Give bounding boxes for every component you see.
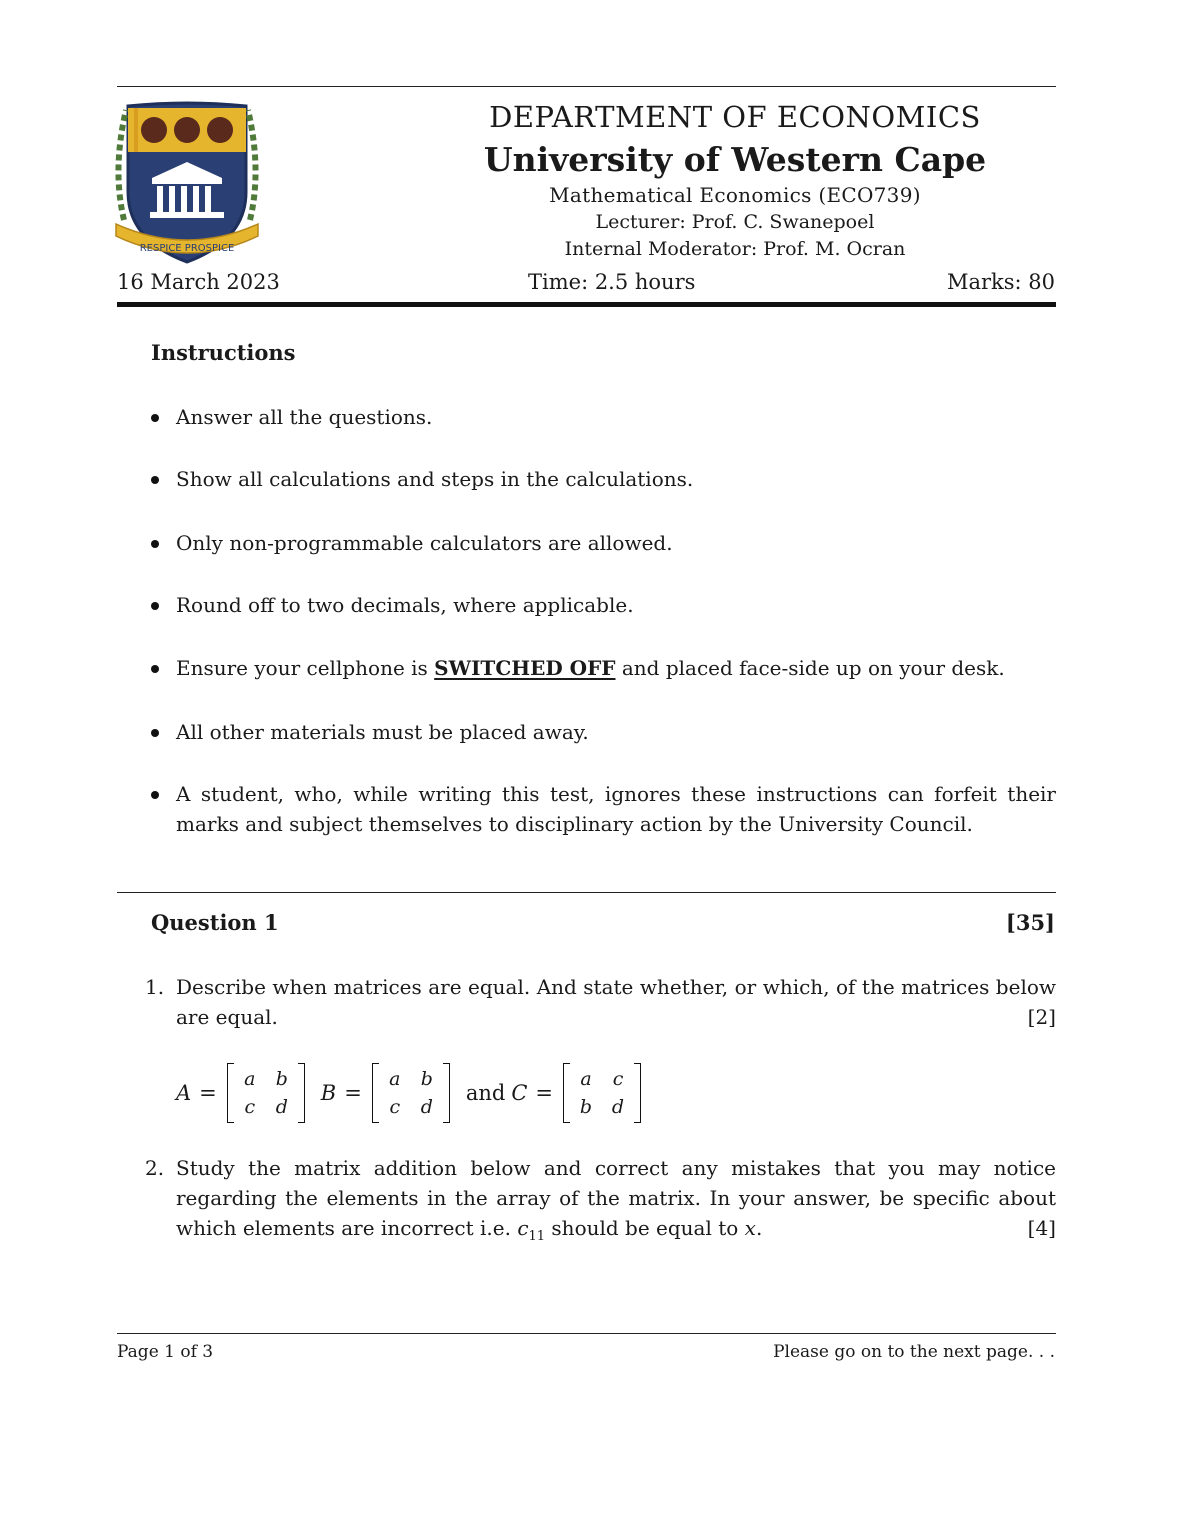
question-marks: [2] xyxy=(1027,1005,1056,1029)
matrix-cell: c xyxy=(389,1096,401,1118)
question-text: Study the matrix addition below and correct any mistakes that you may notice regarding the elements in the array of the matrix. In your answer, be specific about which elements are incorrect i.e. xyxy=(176,1156,1056,1240)
question-text: . xyxy=(755,1216,763,1240)
equals-sign: = xyxy=(199,1081,217,1105)
exam-time: Time: 2.5 hours xyxy=(528,270,696,294)
university-name: University of Western Cape xyxy=(483,140,987,179)
question-1-title: Question 1 xyxy=(151,910,279,935)
and-text: and xyxy=(465,1081,506,1105)
matrix-cell: b xyxy=(275,1068,288,1090)
instruction-text: Only non-programmable calculators are allowed. xyxy=(176,531,673,555)
question-marks: [4] xyxy=(1027,1216,1056,1240)
math-variable: c xyxy=(517,1216,529,1240)
lecturer-line: Lecturer: Prof. C. Swanepoel xyxy=(595,211,875,233)
matrix-cell: d xyxy=(275,1096,288,1118)
exam-date: 16 March 2023 xyxy=(117,270,280,294)
bullet-icon xyxy=(151,665,159,673)
bracket-right xyxy=(443,1063,450,1123)
instruction-text: Show all calculations and steps in the calculations. xyxy=(176,467,694,491)
matrix-cell: b xyxy=(579,1096,593,1118)
matrix-a xyxy=(227,1063,305,1123)
instruction-item xyxy=(151,653,1056,683)
top-rule xyxy=(117,86,1056,87)
course-name: Mathematical Economics (ECO739) xyxy=(549,183,921,207)
matrix-a-label: A xyxy=(176,1081,192,1105)
instruction-item xyxy=(151,402,1056,432)
matrix-equation xyxy=(176,1062,647,1124)
bracket-left xyxy=(372,1063,379,1123)
question-number: 2. xyxy=(145,1156,165,1180)
next-page-note: Please go on to the next page. . . xyxy=(773,1342,1055,1362)
question-item xyxy=(145,1153,1056,1252)
section-rule xyxy=(117,892,1056,893)
bullet-icon xyxy=(151,414,159,422)
bracket-left xyxy=(227,1063,234,1123)
university-crest xyxy=(112,100,262,270)
matrix-c-label: C xyxy=(511,1081,528,1105)
instructions-title: Instructions xyxy=(151,340,296,365)
matrix-cell: c xyxy=(244,1096,256,1118)
instruction-text: Round off to two decimals, where applicable. xyxy=(176,593,634,617)
instruction-text: Answer all the questions. xyxy=(176,405,433,429)
moderator-line: Internal Moderator: Prof. M. Ocran xyxy=(564,238,906,260)
department-name: DEPARTMENT OF ECONOMICS xyxy=(489,100,981,134)
instruction-item xyxy=(151,528,1056,558)
bracket-left xyxy=(563,1063,570,1123)
instruction-text: All other materials must be placed away. xyxy=(176,720,589,744)
question-number: 1. xyxy=(145,975,165,999)
matrix-cell: a xyxy=(389,1068,401,1090)
cellphone-text-before: Ensure your cellphone is xyxy=(176,656,435,680)
equals-sign: = xyxy=(344,1081,362,1105)
crest-motto: RESPICE PROSPICE xyxy=(139,243,235,254)
bullet-icon xyxy=(151,540,159,548)
instruction-text: A student, who, while writing this test, ignores these instructions can forfeit their marks and subject themselves to disciplinary action by the University Council. xyxy=(176,782,1056,836)
cellphone-text-after: and placed face-side up on your desk. xyxy=(615,656,1005,680)
bullet-icon xyxy=(151,729,159,737)
matrix-cell: d xyxy=(611,1096,625,1118)
question-1-total: [35] xyxy=(1005,910,1055,935)
matrix-c xyxy=(563,1063,641,1123)
bullet-icon xyxy=(151,791,159,799)
page-number: Page 1 of 3 xyxy=(117,1342,214,1362)
footer-rule xyxy=(117,1333,1056,1334)
switched-off-emphasis: SWITCHED OFF xyxy=(434,656,616,680)
math-subscript: 11 xyxy=(528,1229,546,1244)
instruction-text xyxy=(176,653,1056,683)
exam-marks: Marks: 80 xyxy=(946,270,1055,294)
bullet-icon xyxy=(151,602,159,610)
question-item xyxy=(145,972,1056,1032)
matrix-b xyxy=(372,1063,450,1123)
bullet-icon xyxy=(151,476,159,484)
matrix-b-label: B xyxy=(320,1081,337,1105)
matrix-cell: c xyxy=(612,1068,624,1090)
matrix-cell: b xyxy=(420,1068,433,1090)
instruction-item xyxy=(151,590,1056,620)
instruction-item xyxy=(151,779,1056,839)
matrix-cell: d xyxy=(420,1096,433,1118)
instruction-item xyxy=(151,717,1056,747)
question-text: should be equal to xyxy=(545,1216,745,1240)
bracket-right xyxy=(298,1063,305,1123)
question-text: Describe when matrices are equal. And state whether, or which, of the matrices below are equal. xyxy=(176,975,1056,1029)
math-variable: x xyxy=(744,1216,756,1240)
matrix-cell: a xyxy=(244,1068,256,1090)
header-rule xyxy=(117,302,1056,307)
equals-sign: = xyxy=(535,1081,554,1105)
instruction-item xyxy=(151,464,1056,494)
matrix-cell: a xyxy=(580,1068,592,1090)
bracket-right xyxy=(634,1063,641,1123)
